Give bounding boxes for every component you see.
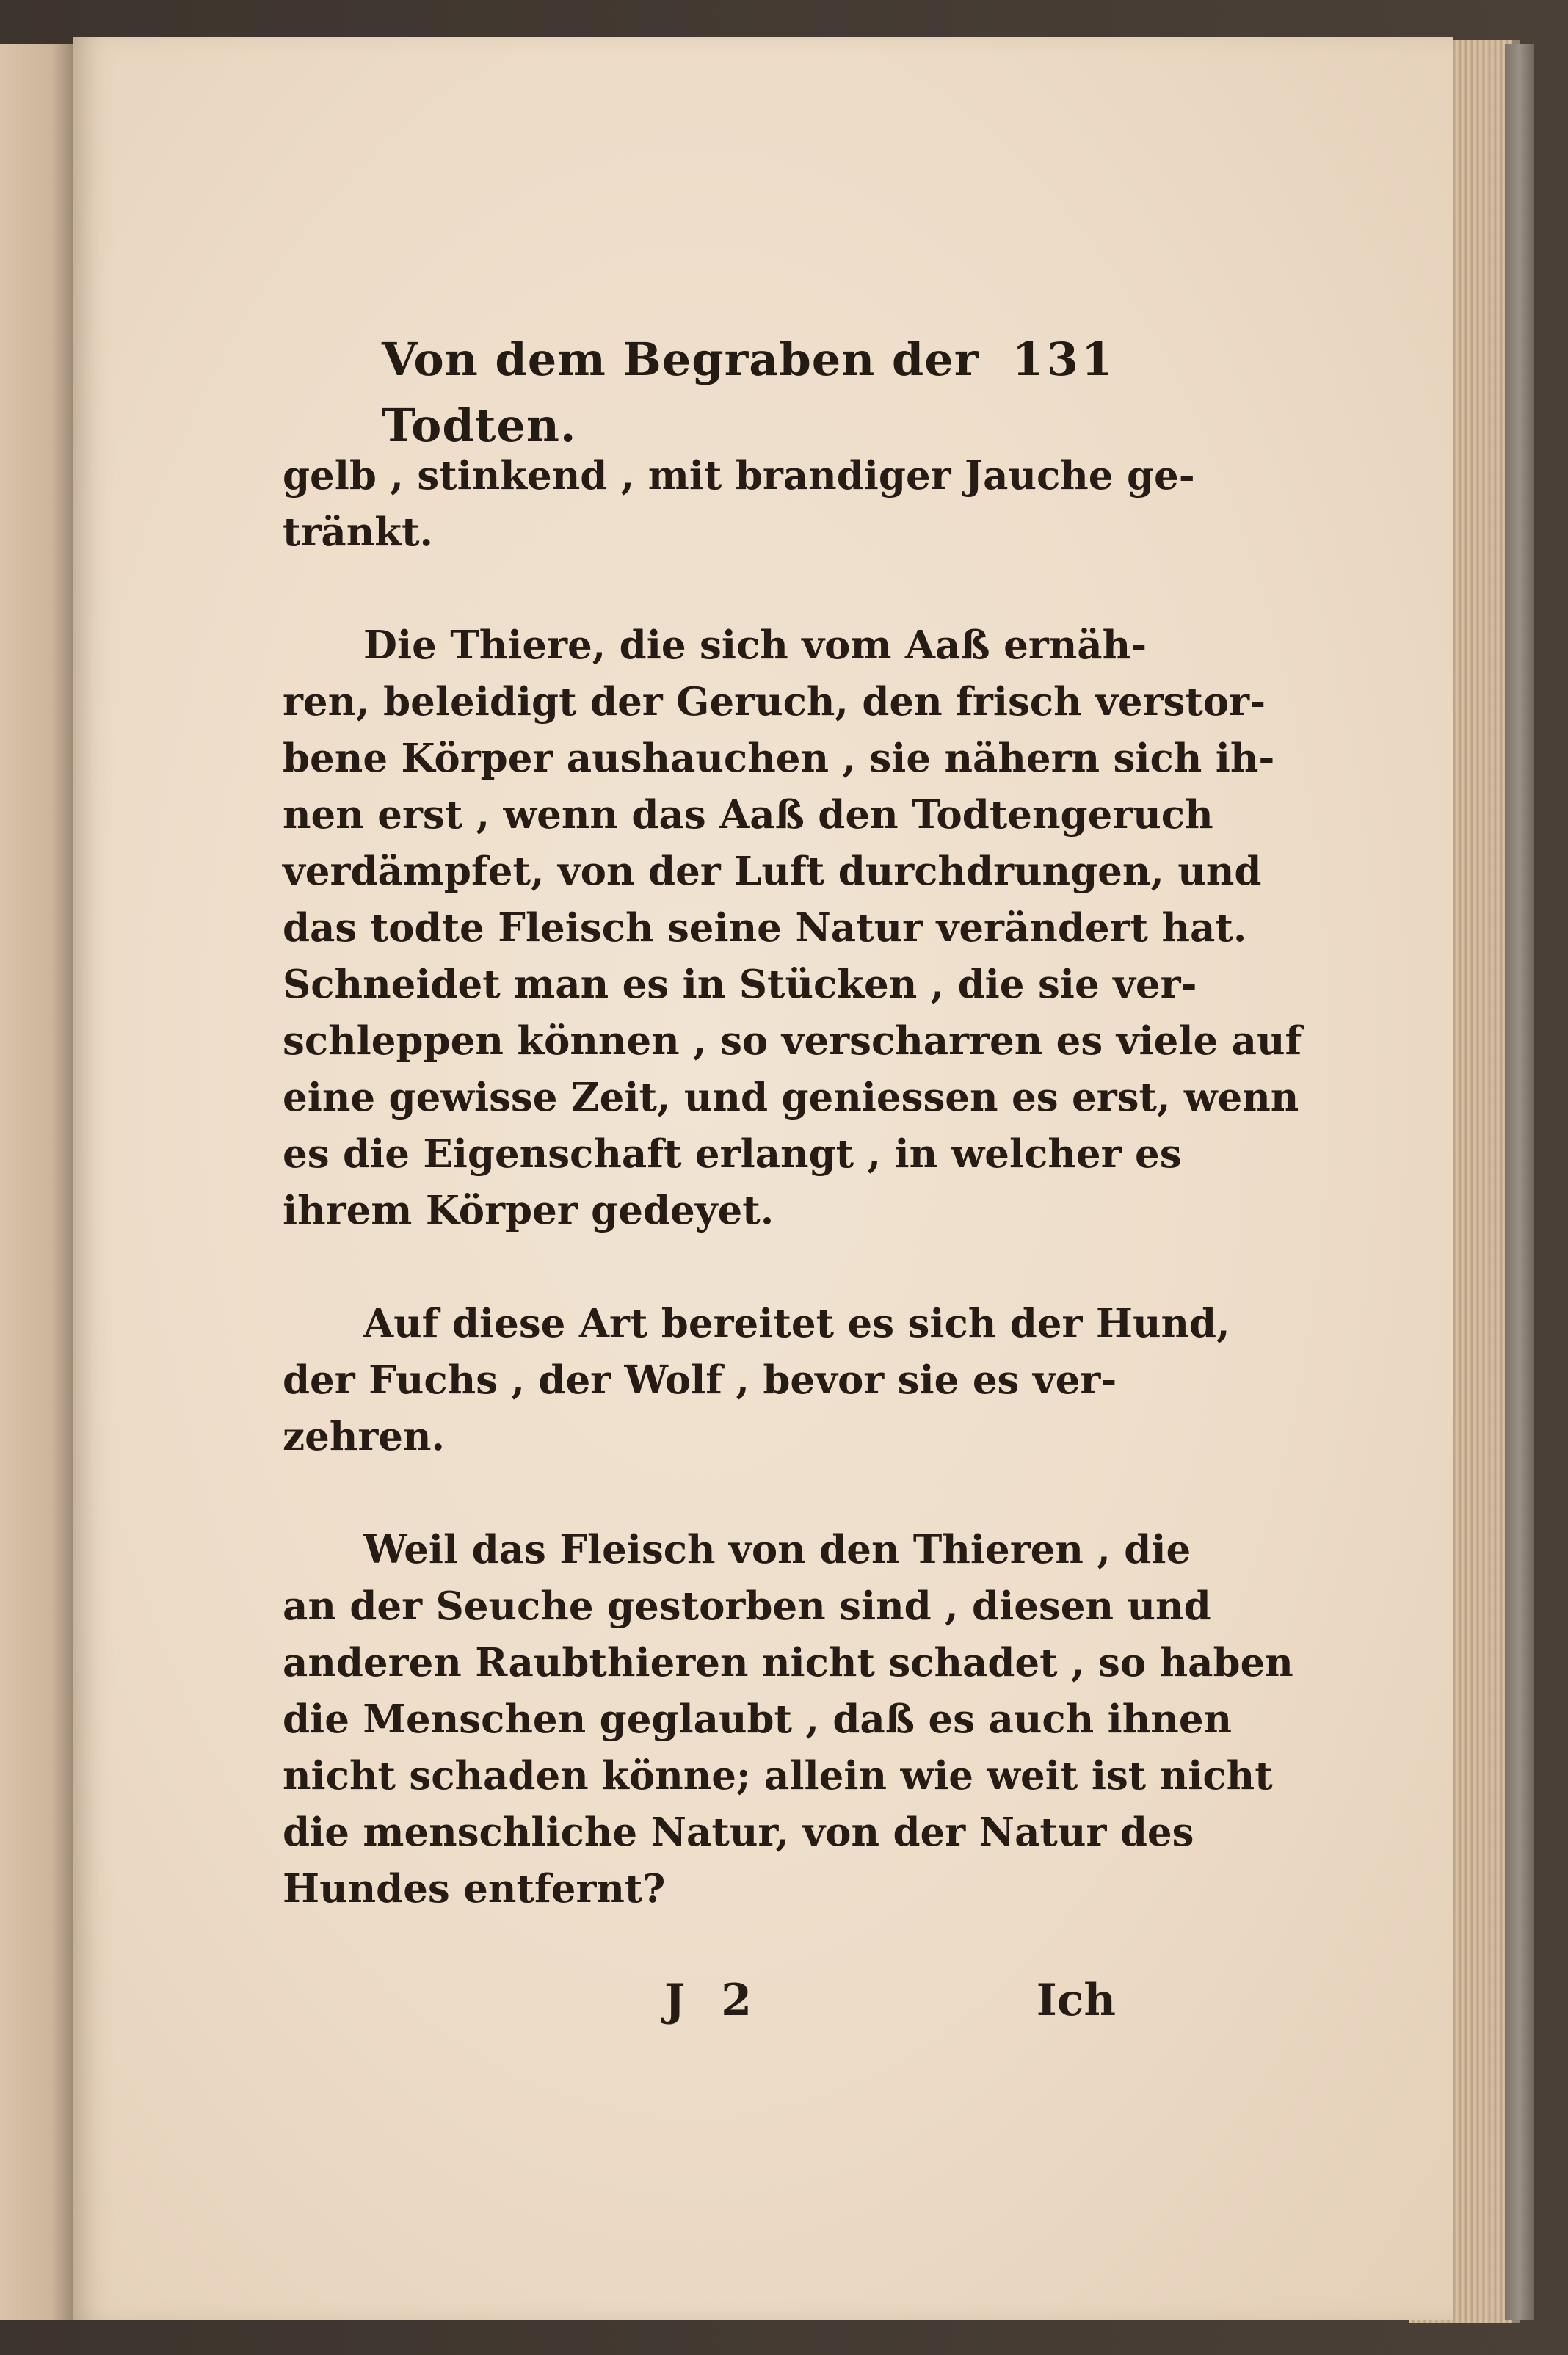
text-line: nicht schaden könne; allein wie weit ist nicht <box>283 1753 1273 1799</box>
text-line: die Menschen geglaubt , daß es auch ihnen <box>283 1697 1233 1742</box>
text-line: Auf diese Art bereitet es sich der Hund, <box>363 1301 1230 1346</box>
page-footer <box>283 1967 1116 2033</box>
text-line: Schneidet man es in Stücken , die sie ver- <box>283 962 1197 1007</box>
text-line: tränkt. <box>283 509 433 555</box>
text-line: ren, beleidigt der Geruch, den frisch verstor- <box>283 679 1266 725</box>
running-title: Von dem Begraben der Todten. <box>382 333 979 452</box>
text-line: gelb , stinkend , mit brandiger Jauche ge- <box>283 453 1195 498</box>
signature-mark: J 2 <box>664 1975 763 2026</box>
paragraph-2 <box>283 617 1302 1239</box>
page-header <box>382 327 1116 452</box>
book-cover-edge <box>1505 44 1534 2320</box>
text-line: zehren. <box>283 1414 445 1459</box>
text-line: das todte Fleisch seine Natur verändert hat. <box>283 905 1247 951</box>
text-line: an der Seuche gestorben sind , diesen und <box>283 1583 1211 1629</box>
text-line: schleppen können , so verscharren es viele auf <box>283 1018 1302 1064</box>
page-number: 131 <box>1012 333 1116 386</box>
text-line: die menschliche Natur, von der Natur des <box>283 1810 1194 1855</box>
text-line: eine gewisse Zeit, und geniessen es erst, wenn <box>283 1075 1299 1120</box>
previous-page-edge <box>0 44 73 2320</box>
text-line: Hundes entfernt? <box>283 1866 666 1912</box>
paragraph-4 <box>283 1522 1293 1917</box>
text-line: es die Eigenschaft erlangt , in welcher es <box>283 1131 1182 1177</box>
text-line: verdämpfet, von der Luft durchdrungen, und <box>283 849 1262 894</box>
text-line: bene Körper aushauchen , sie nähern sich ih- <box>283 736 1275 781</box>
text-line: Weil das Fleisch von den Thieren , die <box>363 1527 1191 1572</box>
text-line: ihrem Körper gedeyet. <box>283 1188 774 1233</box>
text-line: anderen Raubthieren nicht schadet , so haben <box>283 1640 1293 1685</box>
text-line: Die Thiere, die sich vom Aaß ernäh- <box>363 623 1147 668</box>
paragraph-1 <box>283 448 1195 561</box>
catchword: Ich <box>1036 1975 1116 2026</box>
text-line: nen erst , wenn das Aaß den Todtengeruch <box>283 792 1213 838</box>
page-body <box>283 448 1302 1916</box>
text-line: der Fuchs , der Wolf , bevor sie es ver- <box>283 1357 1117 1403</box>
paragraph-3 <box>283 1296 1230 1465</box>
